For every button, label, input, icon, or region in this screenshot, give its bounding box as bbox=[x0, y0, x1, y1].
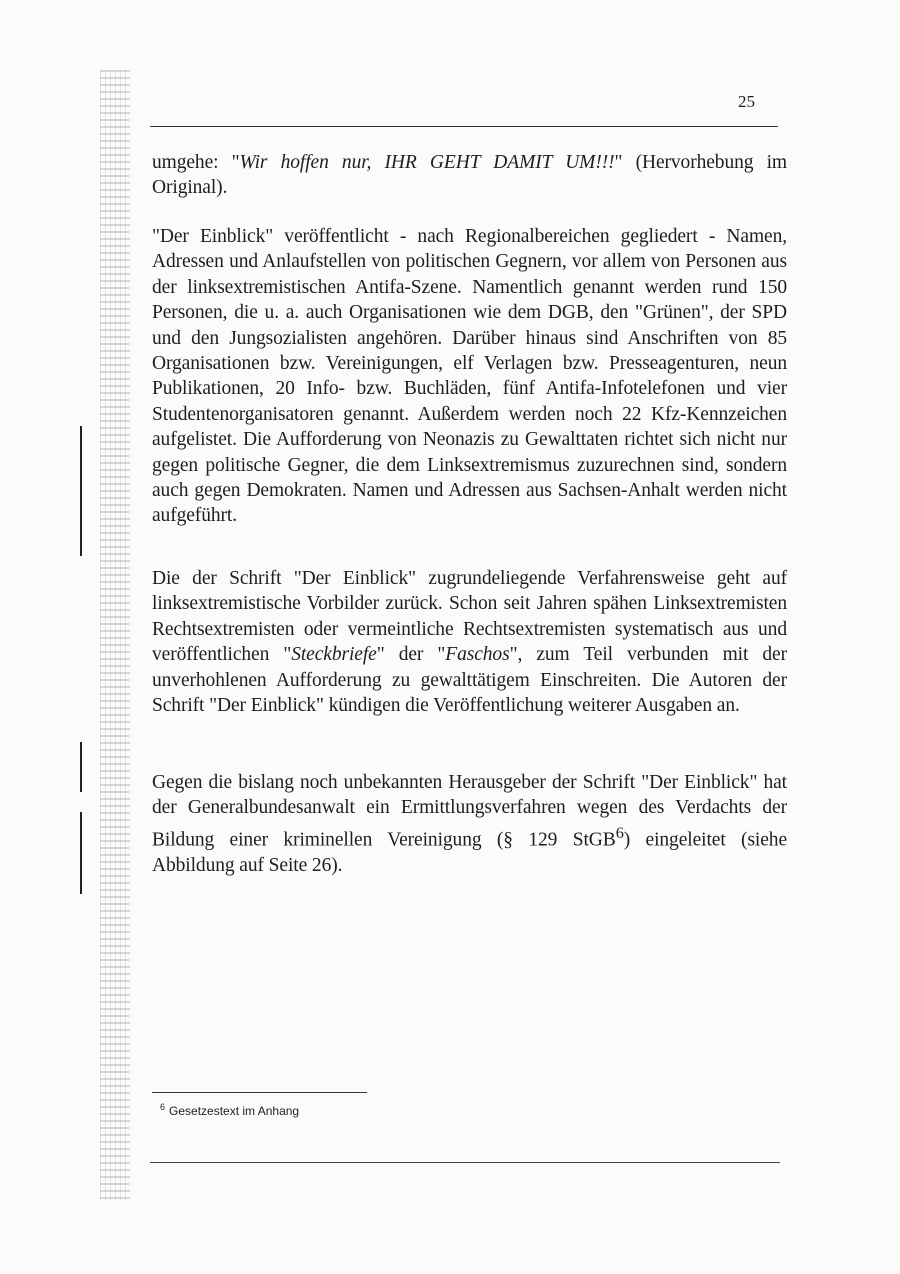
margin-change-bar bbox=[80, 742, 82, 792]
text-segment: " der " bbox=[376, 644, 446, 666]
text-segment: Gegen die bislang noch unbekannten Herausgeber der Schrift "Der Einblick" hat der Generalbundesanwalt ein Ermittlungsverfahren wegen des Verdachts der Bildung einer kriminellen Vereinigung (§ 129 StGB bbox=[152, 772, 787, 851]
footnote bbox=[160, 1102, 299, 1118]
page-number: 25 bbox=[738, 92, 755, 111]
margin-change-bar bbox=[80, 812, 82, 894]
footnote-reference: 6 bbox=[615, 823, 624, 842]
italic-term: Faschos bbox=[445, 644, 510, 666]
italic-term: Steckbriefe bbox=[291, 644, 377, 666]
text-segment: Die der Schrift "Der Einblick" zugrundeliegende Verfahrensweise geht auf linksextremistische Vorbilder zurück. Schon seit Jahren spähen Linksextremisten Rechtsextremisten oder vermeintliche Rechtsextremisten systematisch aus und veröffentlichen " bbox=[152, 568, 787, 666]
text-segment: ", zum Teil verbunden mit der unverhohlenen Aufforderung zu gewalttätigem Einschreiten. Die Autoren der Schrift "Der Einblick" kündigen die Veröffentlichung weiterer Ausgaben an. bbox=[152, 644, 787, 717]
paragraph-1 bbox=[152, 150, 787, 201]
paragraph-text bbox=[152, 150, 787, 201]
paragraph-2 bbox=[152, 224, 787, 529]
text-segment: umgehe: " bbox=[152, 152, 240, 173]
footer-rule bbox=[150, 1162, 780, 1163]
footnote-rule bbox=[152, 1092, 367, 1093]
text-segment: " (Hervorhebung im Original). bbox=[152, 152, 787, 199]
paragraph-text bbox=[152, 770, 787, 878]
paragraph-3 bbox=[152, 566, 787, 718]
text-segment: ) eingeleitet (siehe Abbildung auf Seite 26). bbox=[152, 829, 788, 876]
footnote-text: Gesetzestext im Anhang bbox=[169, 1104, 300, 1118]
text-segment: "Der Einblick" veröffentlicht - nach Regionalbereichen gegliedert - Namen, Adressen und Anlaufstellen von politischen Gegnern, vor allem von Personen aus der linksextremistischen Antifa-Szene. Namentlich genannt werden rund 150 Personen, die u. a. auch Organisationen wie dem DGB, den "Grünen", der SPD und den Jungsozialisten angehören. Darüber hinaus sind Anschriften von 85 Organisationen bzw. Vereinigungen, elf Verlagen bzw. Presseagenturen, neun Publikationen, 20 Info- bzw. Buchläden, fünf Antifa-Infotelefonen und vier Studentenorganisatoren genannt. Außerdem werden noch 22 Kfz-Kennzeichen aufgelistet. Die Aufforderung von Neonazis zu Gewalttaten richtet sich nicht nur gegen politische Gegner, die dem Linksextremismus zuzurechnen sind, sondern auch gegen Demokraten. Namen und Adressen aus Sachsen-Anhalt werden nicht aufgeführt. bbox=[152, 226, 787, 527]
footnote-marker: 6 bbox=[160, 1102, 166, 1112]
paragraph-4 bbox=[152, 770, 787, 878]
paragraph-text bbox=[152, 224, 787, 529]
quoted-exclamation: Wir hoffen nur, IHR GEHT DAMIT UM!!! bbox=[239, 152, 615, 173]
paragraph-text bbox=[152, 566, 787, 718]
scan-noise-edge bbox=[100, 70, 130, 1200]
header-rule bbox=[150, 126, 778, 127]
margin-change-bar bbox=[80, 426, 82, 556]
